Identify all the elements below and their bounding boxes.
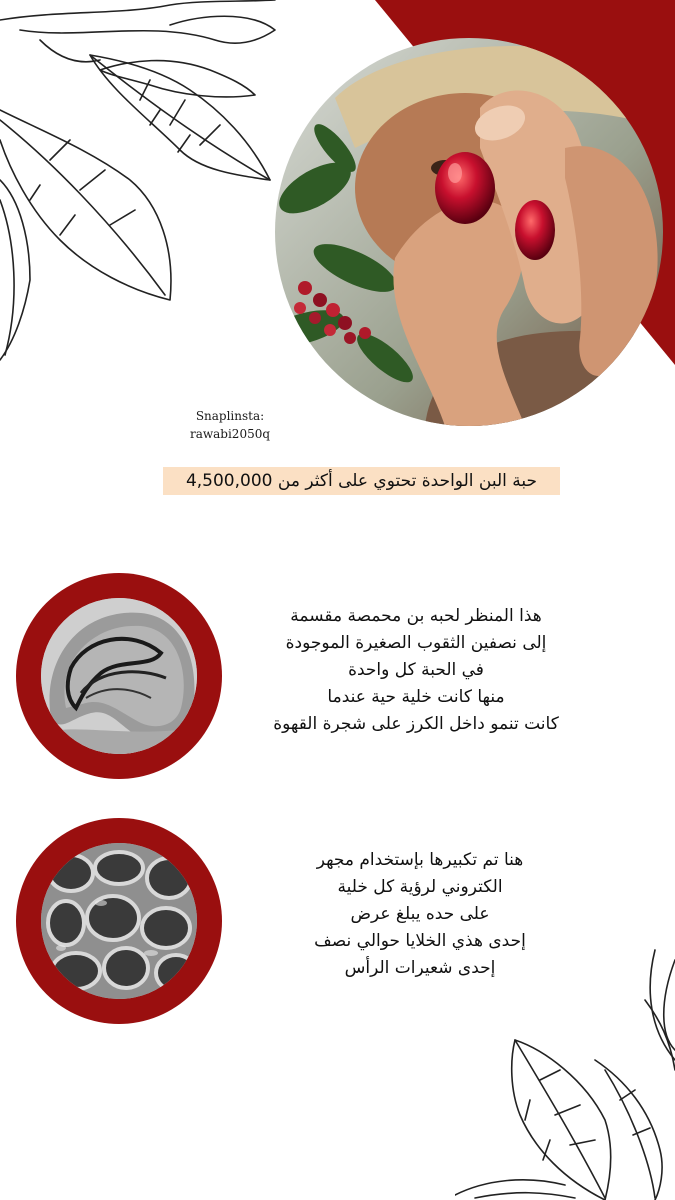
section-2-line: الكتروني لرؤية كل خلية bbox=[337, 877, 503, 897]
section-2-line: على حده يبلغ عرض bbox=[350, 904, 490, 924]
hero-photo-coffee-cherry bbox=[275, 38, 663, 426]
section-2-line: هنا تم تكبيرها بإستخدام مجهر bbox=[316, 850, 524, 870]
section-1-text bbox=[240, 603, 592, 738]
section-1-line: في الحبة كل واحدة bbox=[348, 660, 484, 680]
leaf-illustration-top bbox=[0, 0, 290, 370]
cell-microscope-image bbox=[41, 843, 197, 999]
section-1-line: منها كانت خلية حية عندما bbox=[327, 687, 505, 707]
section-1-line: إلى نصفين الثقوب الصغيرة الموجودة bbox=[285, 633, 547, 653]
bean-cross-section-frame bbox=[16, 573, 222, 779]
section-2-line: إحدى هذي الخلايا حوالي نصف bbox=[314, 931, 526, 951]
headline: حبة البن الواحدة تحتوي على أكثر من 4,500,000 bbox=[163, 467, 560, 495]
credit-line-2: rawabi2050q bbox=[189, 427, 271, 441]
cell-microscope-frame bbox=[16, 818, 222, 1024]
credit-line-1: Snaplinsta: bbox=[195, 409, 265, 423]
section-1-line: هذا المنظر لحبه بن محمصة مقسمة bbox=[290, 606, 542, 626]
section-2-text bbox=[270, 847, 570, 982]
bean-cross-section-image bbox=[41, 598, 197, 754]
section-1-line: كانت تنمو داخل الكرز على شجرة القهوة bbox=[273, 714, 559, 734]
photo-credit bbox=[170, 407, 290, 443]
section-2-line: إحدى شعيرات الرأس bbox=[344, 958, 496, 978]
